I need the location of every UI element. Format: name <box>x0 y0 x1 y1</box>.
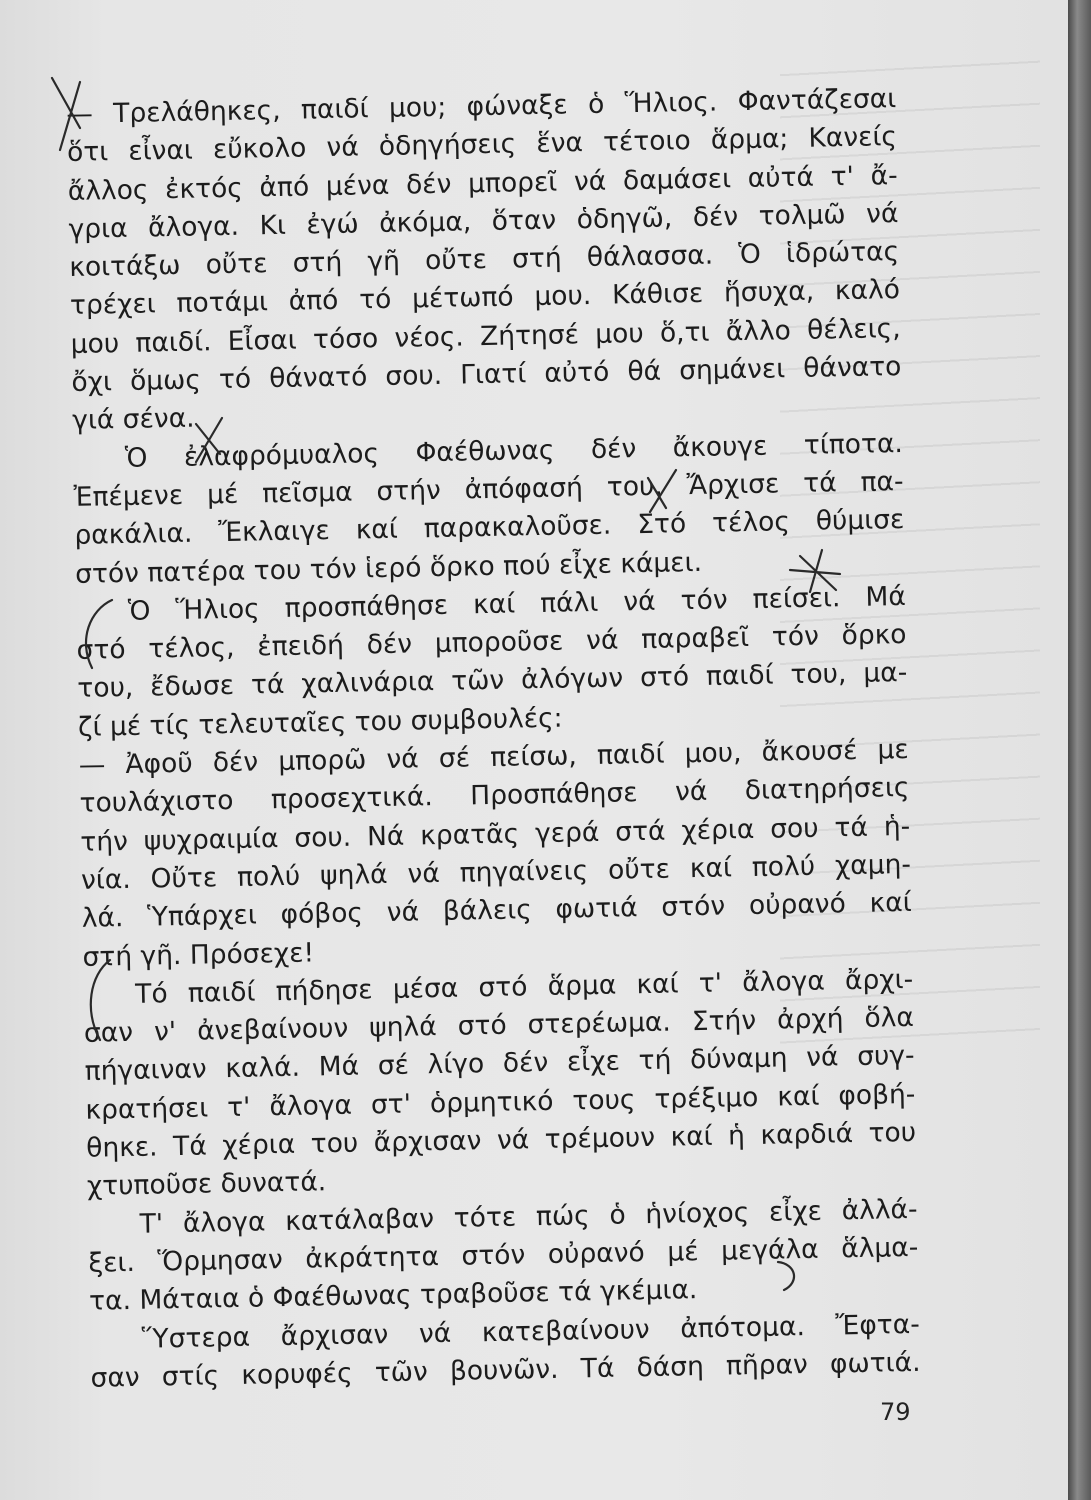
text-line: σαν ν' ἀνεβαίνουν ψηλά στό στερέωμα. Στήν ἀρχή ὅλα <box>83 1002 915 1049</box>
text-line: τρέχει ποτάμι ἀπό τό μέτωπό μου. Κάθισε ἥσυχα, καλό <box>69 274 901 322</box>
text-line: Τό παιδί πήδησε μέσα στό ἅρμα καί τ' ἄλογα ἄρχι- <box>134 963 914 1010</box>
page-number: 79 <box>880 1398 911 1426</box>
text-line: ὄχι ὅμως τό θάνατό σου. Γιατί αὐτό θά σημάνει θάνατο <box>71 351 902 399</box>
text-line: σαν στίς κορυφές τῶν βουνῶν. Τά δάση πῆραν φωτιά. <box>90 1346 921 1394</box>
page-edge <box>1068 0 1091 1500</box>
text-line: — Ἀφοῦ δέν μπορῶ νά σέ πείσω, παιδί μου, ἄκουσέ με <box>78 733 909 781</box>
text-line: Ὁ Ἥλιος προσπάθησε καί πάλι νά τόν πείσει. Μά <box>127 580 907 627</box>
text-line: ξει. Ὅρμησαν ἀκράτητα στόν οὐρανό μέ μεγάλα ἅλμα- <box>88 1231 919 1279</box>
text-line: χτυποῦσε δυνατά. <box>86 1166 327 1203</box>
text-line: στόν πατέρα του τόν ἱερό ὅρκο πού εἶχε κάμει. <box>74 546 703 590</box>
text-line: ζί μέ τίς τελευταῖες του συμβουλές: <box>77 702 563 743</box>
text-line: λά. Ὑπάρχει φόβος νά βάλεις φωτιά στόν οὐρανό καί <box>81 887 912 935</box>
text-line: Ὁ ἐλαφρόμυαλος Φαέθωνας δέν ἄκουγε τίποτα. <box>124 427 904 474</box>
text-line: τήν ψυχραιμία σου. Νά κρατᾶς γερά στά χέρια σου τά ἡ- <box>80 810 911 858</box>
text-line: νία. Οὔτε πολύ ψηλά νά πηγαίνεις οὔτε καί πολύ χαμη- <box>80 848 912 896</box>
text-line: στή γῆ. Πρόσεχε! <box>82 936 315 973</box>
text-line: κοιτάξω οὔτε στή γῆ οὔτε στή θάλασσα. Ὁ ἱδρώτας <box>68 236 900 284</box>
text-line: του, ἔδωσε τά χαλινάρια τῶν ἀλόγων στό παιδί του, μα- <box>77 657 908 705</box>
text-line: — Τρελάθηκες, παιδί μου; φώναξε ὁ Ἥλιος. Φαντάζεσαι <box>66 83 897 130</box>
text-line: κρατήσει τ' ἄλογα στ' ὁρμητικό τους τρέξιμο καί φοβή- <box>85 1078 916 1126</box>
text-line: Τ' ἄλογα κατάλαβαν τότε πώς ὁ ἡνίοχος εἶχε ἀλλά- <box>139 1193 918 1240</box>
body-text <box>66 80 921 1398</box>
text-line: μου παιδί. Εἶσαι τόσο νέος. Ζήτησέ μου ὅ,τι ἄλλο θέλεις, <box>70 312 901 360</box>
text-line: γρια ἄλογα. Κι ἐγώ ἀκόμα, ὅταν ὁδηγῶ, δέν τολμῶ νά <box>68 197 899 245</box>
text-line: τα. Μάταια ὁ Φαέθωνας τραβοῦσε τά γκέμια. <box>88 1274 698 1317</box>
text-line: γιά σένα. <box>71 402 195 437</box>
text-line: στό τέλος, ἐπειδή δέν μποροῦσε νά παραβεῖ τόν ὅρκο <box>76 619 907 667</box>
text-line: Ὕστερα ἄρχισαν νά κατεβαίνουν ἀπότομα. Ἔφτα- <box>141 1308 921 1355</box>
text-line: θηκε. Τά χέρια του ἄρχισαν νά τρέμουν καί ἡ καρδιά του <box>85 1116 917 1164</box>
text-line: ἄλλος ἐκτός ἀπό μένα δέν μπορεῖ νά δαμάσει αὐτά τ' ἄ- <box>67 159 898 207</box>
text-line: πήγαιναν καλά. Μά σέ λίγο δέν εἶχε τή δύναμη νά συγ- <box>84 1040 915 1088</box>
text-line: τουλάχιστο προσεχτικά. Προσπάθησε νά διατηρήσεις <box>79 772 910 820</box>
text-line: ὅτι εἶναι εὔκολο νά ὁδηγήσεις ἕνα τέτοιο ἅρμα; Κανείς <box>66 121 898 169</box>
text-line: ρακάλια. Ἔκλαιγε καί παρακαλοῦσε. Στό τέλος θύμισε <box>74 504 905 552</box>
text-line: Ἐπέμενε μέ πεῖσμα στήν ἀπόφασή του. Ἄρχισε τά πα- <box>73 465 904 513</box>
